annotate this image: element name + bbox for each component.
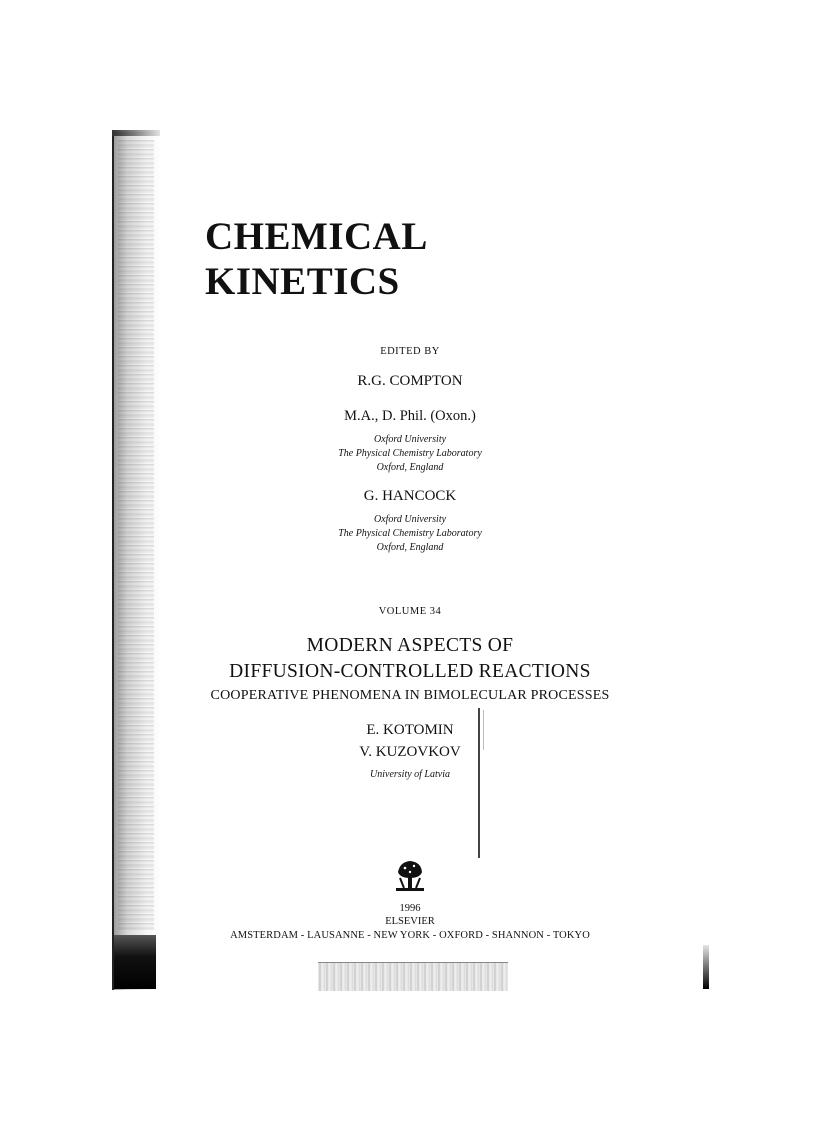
publication-year: 1996: [399, 903, 421, 914]
editor-1-affiliation-2: The Physical Chemistry Laboratory: [338, 448, 482, 459]
editor-2-affiliation-2: The Physical Chemistry Laboratory: [338, 528, 482, 539]
binding-edge-line: [112, 132, 114, 990]
library-stamp-strip: [318, 962, 508, 991]
author-2-name: V. KUZOVKOV: [359, 744, 461, 760]
volume-title-line-2: DIFFUSION-CONTROLLED REACTIONS: [229, 661, 591, 682]
editor-2-affiliation-3: Oxford, England: [376, 542, 444, 553]
right-edge-mark: [703, 945, 709, 989]
editor-1-degree: M.A., D. Phil. (Oxon.): [344, 408, 476, 424]
publisher-name: ELSEVIER: [385, 916, 435, 927]
volume-title-line-1: MODERN ASPECTS OF: [306, 635, 514, 656]
editor-2-name: G. HANCOCK: [363, 488, 457, 504]
author-1-name: E. KOTOMIN: [366, 722, 454, 738]
book-title: CHEMICAL KINETICS: [205, 215, 426, 303]
author-affiliation: University of Latvia: [370, 769, 450, 780]
binding-bottom-shadow: [114, 935, 156, 989]
binding-top-mark: [112, 130, 160, 136]
publisher-cities: AMSTERDAM - LAUSANNE - NEW YORK - OXFORD - SHANNON - TOKYO: [230, 930, 590, 941]
volume-subtitle: COOPERATIVE PHENOMENA IN BIMOLECULAR PROCESSES: [210, 688, 610, 703]
elsevier-tree-logo-icon: [394, 858, 426, 894]
volume-label: VOLUME 34: [378, 606, 442, 617]
editor-1-affiliation-1: Oxford University: [373, 434, 447, 445]
editor-1-name: R.G. COMPTON: [357, 373, 463, 389]
editor-1-affiliation-3: Oxford, England: [376, 462, 444, 473]
binding-noise: [118, 140, 154, 930]
edited-by-label: EDITED BY: [380, 346, 440, 357]
editor-2-affiliation-1: Oxford University: [373, 514, 447, 525]
